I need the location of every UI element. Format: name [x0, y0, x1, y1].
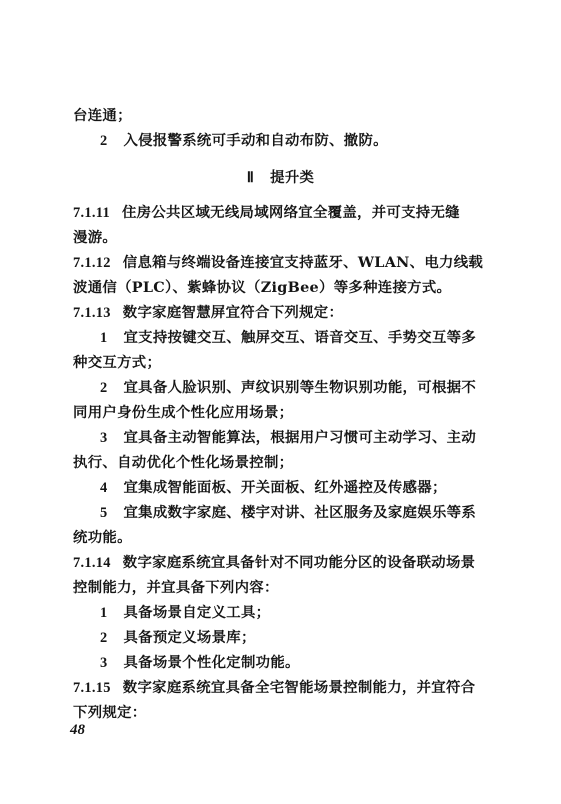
- clause-line: [73, 678, 475, 698]
- item-text: 入侵报警系统可手动和自动布防、撤防。: [123, 132, 388, 149]
- clause-line: [73, 253, 483, 273]
- item-number: 1: [100, 605, 108, 621]
- item-text: 宜集成智能面板、开关面板、红外遥控及传感器；: [123, 479, 447, 496]
- item-number: 3: [100, 655, 108, 671]
- text: 控制能力，并宜具备下列内容：: [73, 579, 279, 596]
- item-number: 5: [100, 505, 108, 521]
- item-number: 2: [100, 630, 108, 646]
- item-text: 宜具备人脸识别、声纹识别等生物识别功能，可根据不: [123, 379, 477, 396]
- list-item: [100, 328, 476, 348]
- section-heading: [0, 168, 561, 188]
- item-text: 宜支持按键交互、触屏交互、语音交互、手势交互等多: [123, 329, 477, 346]
- paragraph-line: [73, 106, 132, 126]
- item-text: 具备预定义场景库；: [123, 629, 256, 646]
- item-number: 4: [100, 480, 108, 496]
- paragraph-line: [73, 528, 132, 548]
- clause-text: 信息箱与终端设备连接宜支持蓝牙、WLAN、电力线载: [122, 254, 484, 271]
- clause-number: 7.1.14: [73, 555, 111, 571]
- list-item: [100, 378, 476, 398]
- list-item: [100, 428, 476, 448]
- clause-line: [73, 203, 460, 223]
- list-item: [100, 503, 476, 523]
- paragraph-line: [73, 228, 117, 248]
- clause-text: 数字家庭系统宜具备全宅智能场景控制能力，并宜符合: [122, 679, 476, 696]
- clause-line: [73, 553, 475, 573]
- list-item: [100, 478, 447, 498]
- text: 下列规定：: [73, 704, 147, 721]
- clause-text: 数字家庭系统宜具备针对不同功能分区的设备联动场景: [122, 554, 476, 571]
- paragraph-line: [73, 403, 293, 423]
- item-number: 3: [100, 430, 108, 446]
- item-text: 具备场景个性化定制功能。: [123, 654, 300, 671]
- paragraph-line: [73, 353, 161, 373]
- clause-number: 7.1.11: [73, 205, 110, 221]
- clause-text: 住房公共区域无线局域网络宜全覆盖，并可支持无缝: [121, 204, 460, 221]
- item-text: 宜具备主动智能算法，根据用户习惯可主动学习、主动: [123, 429, 477, 446]
- paragraph-line: [73, 453, 293, 473]
- item-number: 2: [100, 133, 108, 149]
- paragraph-line: [73, 703, 146, 723]
- text: 执行、自动优化个性化场景控制；: [73, 454, 294, 471]
- list-item: [100, 628, 256, 648]
- text: 同用户身份生成个性化应用场景；: [73, 404, 294, 421]
- item-number: 1: [100, 330, 108, 346]
- text: 波通信（PLC）、紫蜂协议（ZigBee）等多种连接方式。: [73, 279, 452, 296]
- text: 台连通；: [73, 107, 132, 124]
- item-number: 2: [100, 380, 108, 396]
- item-text: 宜集成数字家庭、楼宇对讲、社区服务及家庭娱乐等系: [123, 504, 477, 521]
- item-text: 具备场景自定义工具；: [123, 604, 271, 621]
- clause-number: 7.1.13: [73, 305, 111, 321]
- list-item: [100, 653, 300, 673]
- text: 统功能。: [73, 529, 132, 546]
- paragraph-line: [73, 578, 279, 598]
- list-item: [100, 131, 388, 151]
- clause-text: 数字家庭智慧屏宜符合下列规定：: [122, 304, 344, 321]
- list-item: [100, 603, 270, 623]
- text: 种交互方式；: [73, 354, 162, 371]
- page-number: 48: [70, 722, 85, 738]
- clause-number: 7.1.12: [73, 255, 111, 271]
- clause-number: 7.1.15: [73, 680, 111, 696]
- heading-numeral: Ⅱ: [246, 170, 255, 186]
- text: 漫游。: [73, 229, 118, 246]
- clause-line: [73, 303, 343, 323]
- paragraph-line: [73, 278, 451, 298]
- heading-text: 提升类: [270, 169, 315, 186]
